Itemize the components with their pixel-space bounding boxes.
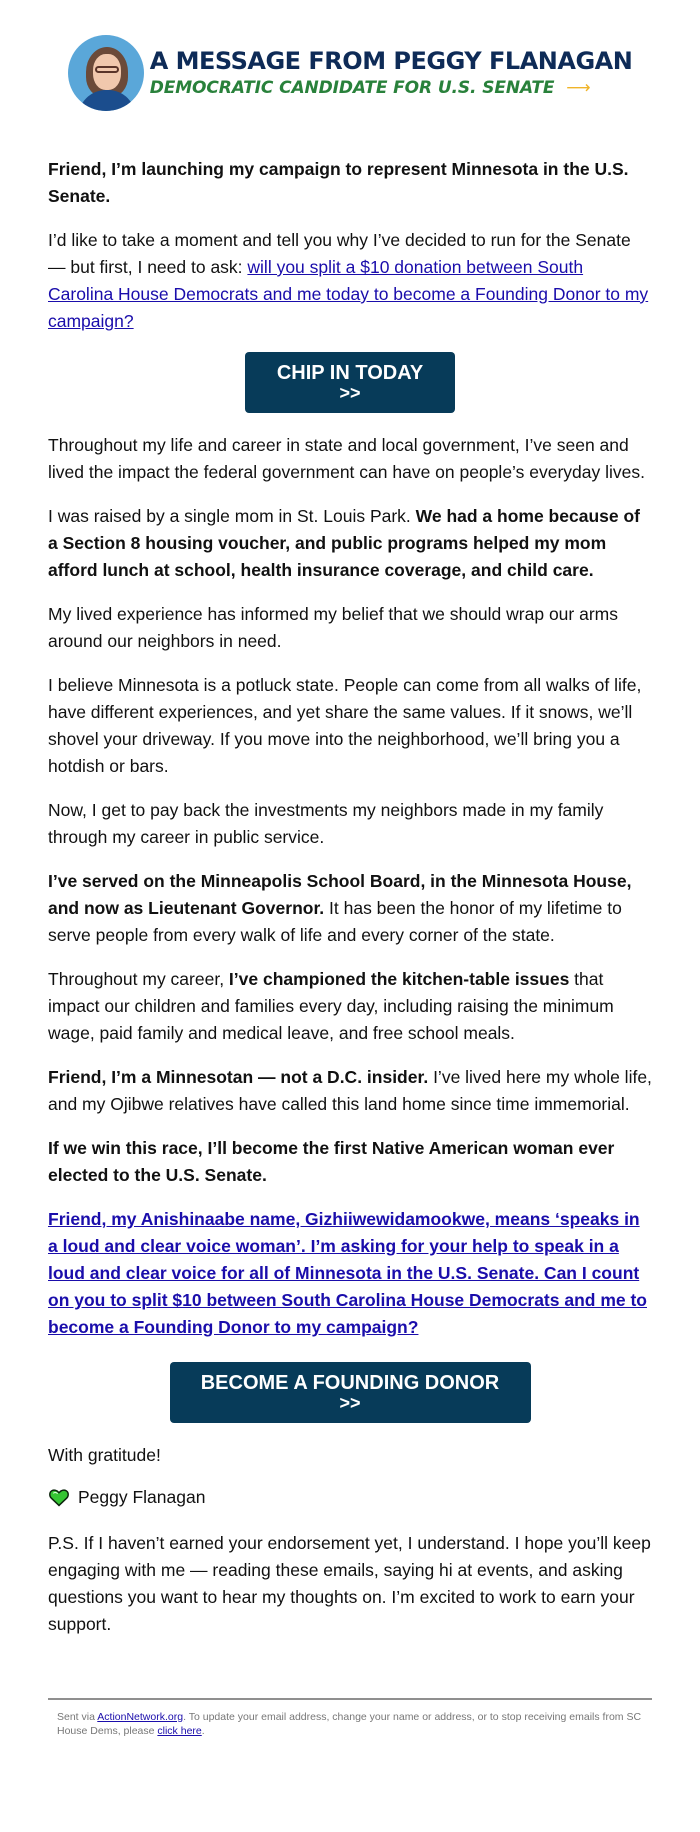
kitchen-table-bold: I’ve championed the kitchen-table issues	[228, 969, 570, 989]
footer-suffix: .	[201, 1725, 205, 1737]
avatar-glasses	[95, 66, 119, 73]
intro-bold-text: Friend, I’m launching my campaign to represent Minnesota in the U.S. Senate.	[48, 159, 629, 206]
service-record-text: It has been the honor of my lifetime to serve people from every walk of life and every corner of the state.	[48, 898, 622, 945]
header-subtitle-text: DEMOCRATIC CANDIDATE FOR U.S. SENATE	[149, 78, 555, 98]
email-footer	[48, 1698, 652, 1738]
first-native-bold: If we win this race, I’ll become the first Native American woman ever elected to the U.S. Senate.	[48, 1138, 615, 1185]
avatar-jacket	[78, 90, 136, 111]
email-content	[48, 0, 652, 1738]
lived-experience-paragraph: My lived experience has informed my belief that we should wrap our arms around our neighbors in need.	[48, 604, 618, 651]
founding-donor-button-label: BECOME A FOUNDING DONOR	[200, 1372, 500, 1394]
kitchen-table-paragraph	[48, 966, 652, 1047]
kitchen-table-prefix: Throughout my career,	[48, 969, 229, 989]
become-founding-donor-button[interactable]	[170, 1362, 531, 1423]
email-header	[48, 34, 652, 112]
chip-in-button-row	[48, 352, 652, 413]
signature-name: Peggy Flanagan	[78, 1486, 206, 1507]
founding-donor-link-text: Friend, my Anishinaabe name, Gizhiiwewidamookwe, means ‘speaks in a loud and clear voice woman’. I’m asking for your help to speak in a loud and clear voice for all of Minnesota in the U.S. Senate. Can I count on you to split $10 between South Carolina House Democrats and me to become a Founding Donor to my campaign?	[48, 1209, 647, 1337]
signature-line	[48, 1486, 652, 1508]
public-service-paragraph: Now, I get to pay back the investments my neighbors made in my family through my career in public service.	[48, 800, 604, 847]
minnesotan-text: I’ve lived here my whole life, and my Ojibwe relatives have called this land home since time immemorial.	[48, 1067, 652, 1114]
heart-icon	[48, 1486, 70, 1508]
header-subtitle	[150, 80, 633, 97]
chip-in-label: CHIP IN TODAY	[276, 362, 424, 384]
actionnetwork-link[interactable]: ActionNetwork.org	[97, 1711, 184, 1723]
founding-donor-button-arrows: >>	[339, 1393, 361, 1413]
minnesotan-paragraph	[48, 1064, 652, 1118]
chip-in-button[interactable]	[245, 352, 455, 413]
closing-text: With gratitude!	[48, 1445, 161, 1465]
founding-donor-button-row	[48, 1358, 652, 1423]
donation-ask-link[interactable]: will you split a $10 donation between South Carolina House Democrats and me today to become a Founding Donor to my campaign?	[48, 257, 649, 331]
kitchen-table-suffix: that impact our children and families every day, including raising the minimum wage, paid family and medical leave, and free school meals.	[48, 969, 614, 1043]
life-career-paragraph: Throughout my life and career in state and local government, I’ve seen and lived the impact the federal government can have on people’s everyday lives.	[48, 435, 645, 482]
single-mom-text: I was raised by a single mom in St. Louis Park.	[48, 506, 416, 526]
service-record-paragraph	[48, 868, 652, 949]
unsubscribe-link[interactable]: click here	[157, 1725, 202, 1737]
candidate-avatar	[68, 35, 144, 111]
header-text	[150, 49, 633, 97]
ask-prefix-text: I’d like to take a moment and tell you why I’ve decided to run for the Senate — but first, I need to ask:	[48, 230, 631, 277]
intro-paragraph	[48, 156, 652, 210]
footer-prefix: Sent via	[57, 1711, 98, 1723]
anishinaabe-paragraph	[48, 1206, 652, 1341]
footer-middle: . To update your email address, change your name or address, or to stop receiving emails from SC House Dems, please	[57, 1711, 642, 1737]
minnesotan-bold: Friend, I’m a Minnesotan — not a D.C. insider.	[48, 1067, 429, 1087]
potluck-state-paragraph: I believe Minnesota is a potluck state. People can come from all walks of life, have different experiences, and yet share the same values. If it snows, we’ll shovel your driveway. If you move into the neighborhood, we’ll bring you a hotdish or bars.	[48, 675, 642, 776]
single-mom-paragraph	[48, 503, 652, 584]
ask-paragraph	[48, 227, 652, 335]
service-record-bold: I’ve served on the Minneapolis School Board, in the Minnesota House, and now as Lieutenant Governor.	[48, 871, 632, 918]
founding-donor-link[interactable]	[48, 1209, 647, 1337]
housing-voucher-text: We had a home because of a Section 8 housing voucher, and public programs helped my mom afford lunch at school, health insurance coverage, and child care.	[48, 506, 640, 580]
chip-in-arrows: >>	[339, 383, 361, 403]
first-native-paragraph	[48, 1135, 652, 1189]
header-title: A MESSAGE FROM PEGGY FLANAGAN	[149, 47, 633, 75]
ps-paragraph: P.S. If I haven’t earned your endorsement yet, I understand. I hope you’ll keep engaging with me — reading these emails, saying hi at events, and asking questions you want to hear my thoughts on. I’m excited to work to earn your support.	[48, 1533, 651, 1634]
right-arrow-icon: ⟶	[566, 78, 591, 98]
